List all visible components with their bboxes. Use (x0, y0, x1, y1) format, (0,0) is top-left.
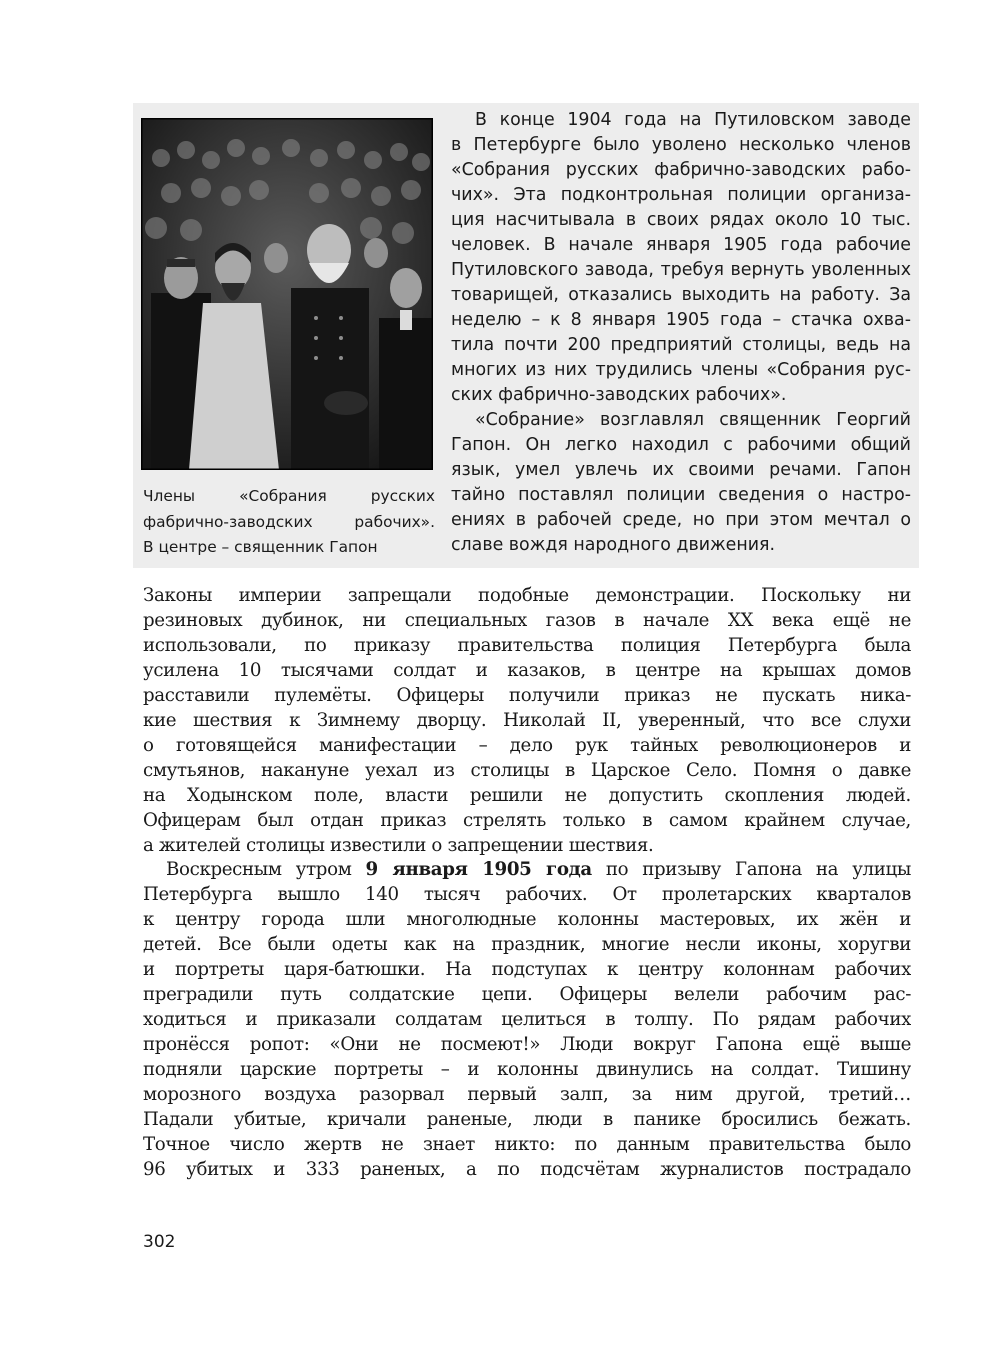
body-line: о готовящейся манифестации – дело рук тайных революционеров и (143, 734, 911, 756)
body-line: использовали, по приказу правительства полиция Петербурга была (143, 634, 911, 656)
body-line: детей. Все были одеты как на праздник, многие несли иконы, хоругви (143, 934, 911, 956)
sidebar-line: человек. В начале января 1905 года рабочие (451, 235, 911, 255)
sidebar-line: в Петербурге было уволено несколько членов (451, 135, 911, 155)
body-line: и портреты царя-батюшки. На подступах к центру колоннам рабочих (143, 959, 911, 981)
body-line: Офицерам был отдан приказ стрелять только в самом крайнем случае, (143, 809, 911, 831)
body-line: Падали убитые, кричали раненые, люди в панике бросились бежать. (143, 1109, 911, 1131)
main-text (143, 584, 911, 1183)
sidebar-line: славе вождя народного движения. (451, 535, 776, 555)
sidebar-line: товарищей, отказались выходить на работу. За (451, 285, 911, 305)
photo-illustration (141, 118, 433, 470)
sidebar-line: «Собрания русских фабрично-заводских рабо- (451, 160, 911, 180)
date-before: Воскресным утром (166, 859, 366, 881)
sidebar-line: ция насчитывала в своих рядах около 10 тыс. (451, 210, 911, 230)
historical-photo (141, 118, 433, 470)
sidebar-line: язык, умел увлечь их своими речами. Гапон (451, 460, 911, 480)
caption-line: фабрично-заводских рабочих». (143, 512, 435, 531)
photo-caption (143, 484, 435, 561)
sidebar-line: неделю – к 8 января 1905 года – стачка охва- (451, 310, 911, 330)
body-line-date (143, 858, 911, 883)
body-line: морозного воздуха разорвал первый залп, за ним другой, третий… (143, 1084, 911, 1106)
bold-date: 9 января 1905 года (365, 859, 592, 881)
body-line: ходиться и приказали солдатам целиться в толпу. По рядам рабочих (143, 1009, 911, 1031)
body-line: преградили путь солдатские цепи. Офицеры велели рабочим рас- (143, 984, 911, 1006)
sidebar-line: тила почти 200 предприятий столицы, ведь на (451, 335, 911, 355)
date-after: по призыву Гапона на улицы (591, 859, 911, 881)
sidebar-line: многих из них трудились члены «Собрания рус- (451, 360, 911, 380)
body-line: на Ходынском поле, власти решили не допустить скопления людей. (143, 784, 911, 806)
body-line: 96 убитых и 333 раненых, а по подсчётам журналистов пострадало (143, 1158, 911, 1180)
caption-line: Члены «Собрания русских (143, 487, 435, 505)
body-line: резиновых дубинок, ни специальных газов в начале XX века ещё не (143, 609, 911, 631)
page-number: 302 (143, 1232, 176, 1252)
sidebar-line: В конце 1904 года на Путиловском заводе (475, 110, 911, 130)
sidebar-line: Путиловского завода, требуя вернуть уволенных (451, 260, 911, 280)
body-line: Точное число жертв не знает никто: по данным правительства было (143, 1133, 911, 1155)
body-line: к центру города шли многолюдные колонны мастеровых, их жён и (143, 909, 911, 931)
sidebar-line: Гапон. Он легко находил с рабочими общий (451, 435, 911, 455)
caption-line: В центре – священник Гапон (143, 538, 378, 556)
sidebar-line: ениях в рабочей среде, но при этом мечтал о (451, 510, 911, 530)
sidebar-text (451, 108, 911, 558)
body-line: пронёсся ропот: «Они не посмеют!» Люди вокруг Гапона ещё выше (143, 1034, 911, 1056)
body-line: Петербурга вышло 140 тысяч рабочих. От пролетарских кварталов (143, 884, 911, 906)
body-line: а жителей столицы известили о запрещении шествия. (143, 834, 654, 856)
body-line: усилена 10 тысячами солдат и казаков, в центре на крышах домов (143, 659, 911, 681)
body-line: подняли царские портреты – и колонны двинулись на солдат. Тишину (143, 1059, 911, 1081)
sidebar-line: ских фабрично-заводских рабочих». (451, 385, 787, 405)
body-line: Законы империи запрещали подобные демонстрации. Поскольку ни (143, 585, 911, 606)
body-line: кие шествия к Зимнему дворцу. Николай II, уверенный, что все слухи (143, 709, 911, 731)
sidebar-line: чих». Эта подконтрольная полиции организа- (451, 185, 911, 205)
body-line: смутьянов, накануне уехал из столицы в Царское Село. Помня о давке (143, 759, 911, 781)
sidebar-line: «Собрание» возглавлял священник Георгий (475, 410, 911, 430)
body-line: расставили пулемёты. Офицеры получили приказ не пускать ника- (143, 684, 911, 706)
sidebar-line: тайно поставлял полиции сведения о настро- (451, 485, 911, 505)
